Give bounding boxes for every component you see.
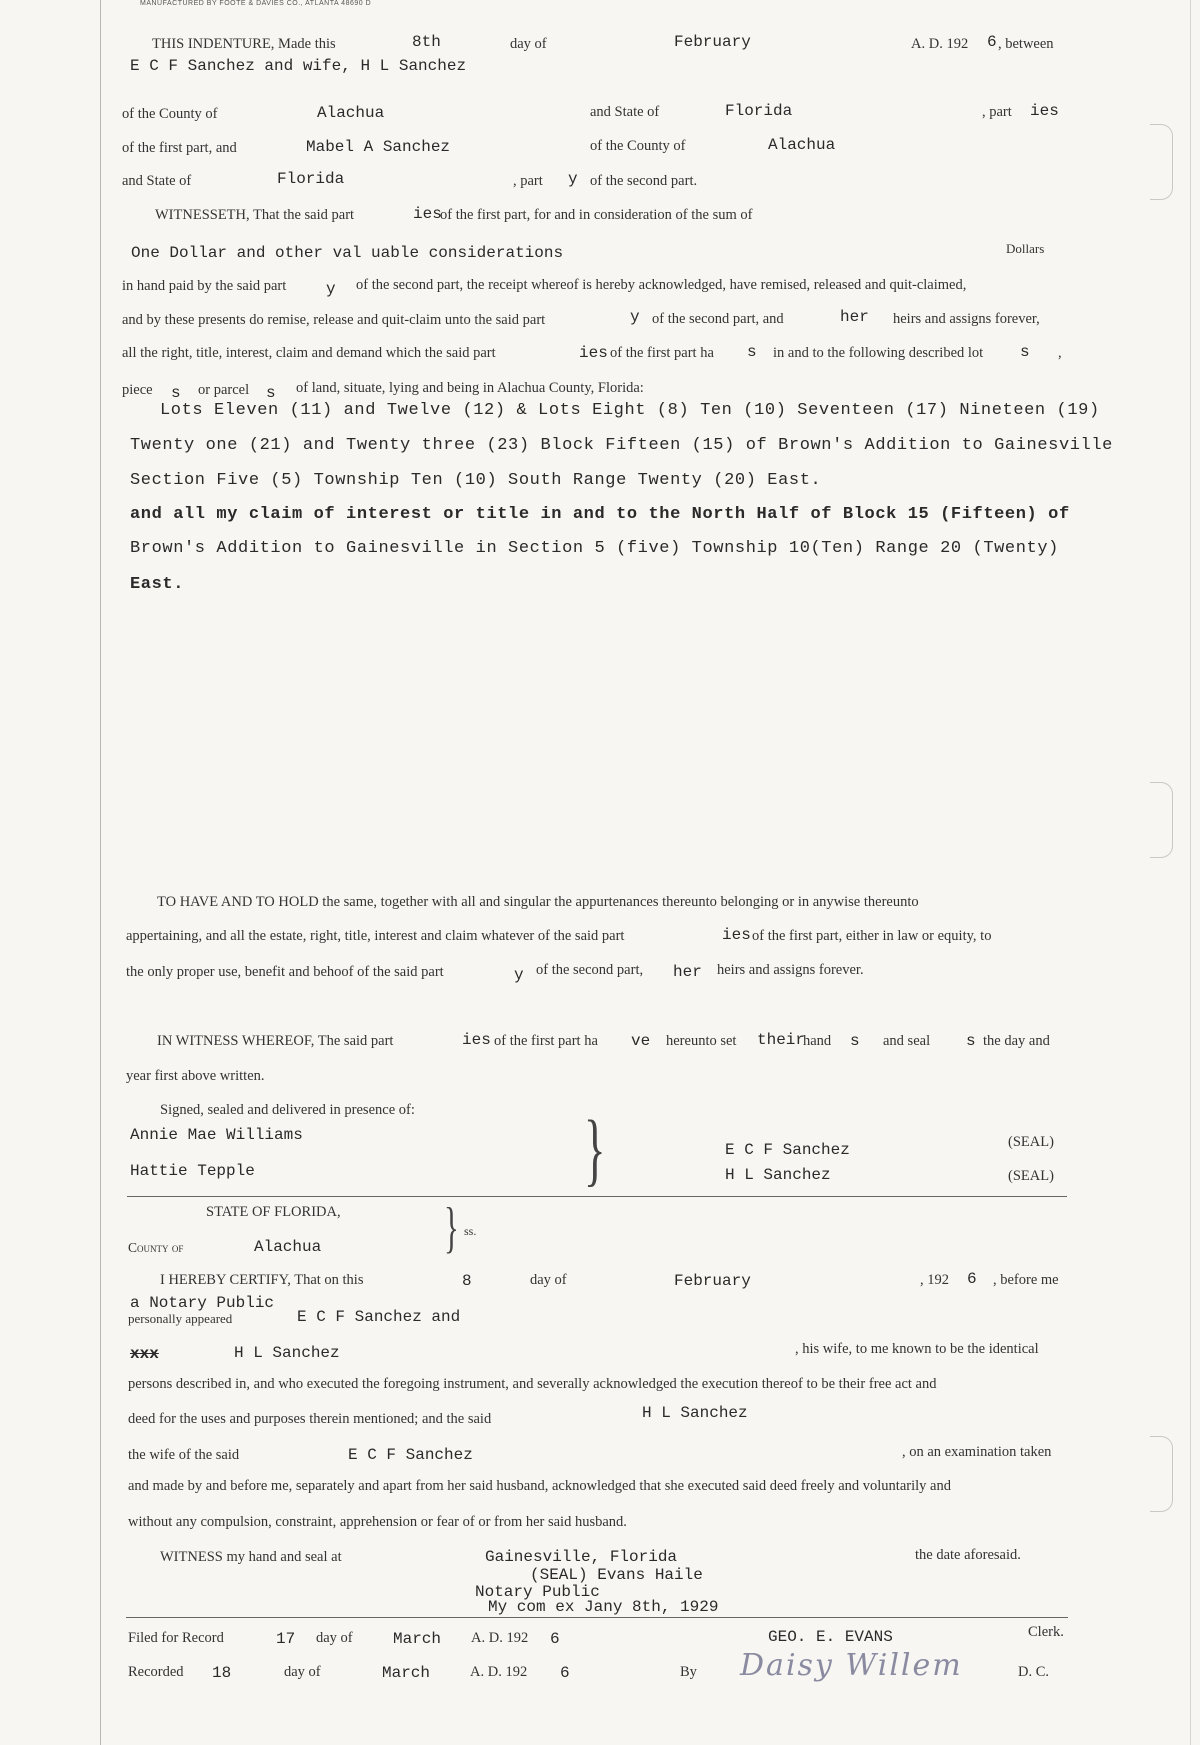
filed-day: 17 <box>276 1630 296 1648</box>
recorded-day-of: day of <box>284 1664 321 1680</box>
ack-husband-2: E C F Sanchez <box>348 1446 473 1464</box>
habendum-text-b: of the first part, either in law or equity, to <box>752 928 992 944</box>
signed-presence-label: Signed, sealed and delivered in presence of: <box>160 1102 415 1118</box>
label-part: , part <box>982 104 1012 120</box>
binder-hole-icon <box>1150 1436 1173 1512</box>
label-day-of: day of <box>510 36 547 52</box>
suffix-f: s <box>1020 343 1030 361</box>
grantor-signature-2: H L Sanchez <box>725 1166 831 1184</box>
notary-signature: (SEAL) Evans Haile <box>530 1566 703 1584</box>
filed-ad-label: A. D. 192 <box>471 1630 529 1646</box>
filed-month: March <box>393 1630 442 1648</box>
deputy-clerk-signature: Daisy Willem <box>740 1648 963 1683</box>
suffix-e: s <box>747 343 757 361</box>
comma: , <box>1058 345 1062 361</box>
label-between: , between <box>998 36 1054 52</box>
pronoun-her: her <box>840 308 869 326</box>
suffix-b: y <box>326 280 336 298</box>
ack-line: persons described in, and who executed the foregoing instrument, and severally acknowledged the execution thereof to be their free act and <box>128 1376 937 1392</box>
party-suffix-second: y <box>568 170 578 188</box>
ack-month: February <box>674 1272 751 1290</box>
clerk-label: Clerk. <box>1028 1624 1064 1640</box>
ack-his-wife-text: , his wife, to me known to be the identical <box>795 1341 1039 1357</box>
deputy-clerk-label: D. C. <box>1018 1664 1050 1680</box>
witness-suffix-c: s <box>850 1032 860 1050</box>
quitclaim-text-a: and by these presents do remise, release and quit-claim unto the said part <box>122 312 546 328</box>
habendum-text-a: appertaining, and all the estate, right, title, interest and claim whatever of the said part <box>126 928 625 944</box>
recorded-month: March <box>382 1664 431 1682</box>
witness-suffix-d: s <box>966 1032 976 1050</box>
legal-description-line: East. <box>130 575 185 594</box>
ss-label: ss. <box>464 1224 477 1238</box>
quitclaim-text-c: heirs and assigns forever, <box>893 311 1040 327</box>
filed-year-digit: 6 <box>550 1630 560 1648</box>
label-county: of the County of <box>122 106 218 122</box>
ack-wife: H L Sanchez <box>234 1344 340 1362</box>
label-county-2: of the County of <box>590 138 686 154</box>
label-piece: piece <box>122 382 153 398</box>
ack-line: deed for the uses and purposes therein mentioned; and the said <box>128 1411 492 1427</box>
witness-whereof-text-d: hand <box>803 1033 832 1049</box>
witness-whereof-text-c: hereunto set <box>666 1033 737 1049</box>
second-party-state: Florida <box>277 170 345 188</box>
label-state-2: and State of <box>122 173 192 189</box>
ack-husband: E C F Sanchez and <box>297 1308 461 1326</box>
filed-label: Filed for Record <box>128 1630 224 1646</box>
habendum-suffix-a: ies <box>722 926 751 944</box>
habendum-text-c: the only proper use, benefit and behoof of the said part <box>126 964 444 980</box>
notary-commission: My com ex Jany 8th, 1929 <box>488 1598 719 1616</box>
ack-day-of: day of <box>530 1272 567 1288</box>
legal-description-line: Lots Eleven (11) and Twelve (12) & Lots Eight (8) Ten (10) Seventeen (17) Nineteen (19) <box>160 401 1100 420</box>
witness-whereof-text-f: the day and <box>983 1033 1050 1049</box>
habendum-line: TO HAVE AND TO HOLD the same, together with all and singular the appurtenances thereunto belonging or in anywise thereunto <box>157 894 919 910</box>
clerk-name: GEO. E. EVANS <box>768 1628 893 1646</box>
label-second-part: of the second part. <box>590 173 698 189</box>
witness-suffix-b: ve <box>631 1032 651 1050</box>
witnesseth-intro: WITNESSETH, That the said part <box>155 207 355 223</box>
ack-before-me: , before me <box>993 1272 1059 1288</box>
right-title-text-a: all the right, title, interest, claim and demand which the said part <box>122 345 496 361</box>
habendum-text-e: heirs and assigns forever. <box>717 962 864 978</box>
divider-rule <box>127 1196 1067 1197</box>
manufacturer-line: MANUFACTURED BY FOOTE & DAVIES CO., ATLANTA 48690 D <box>140 0 372 7</box>
recorded-ad-label: A. D. 192 <box>470 1664 528 1680</box>
legal-description-line: Twenty one (21) and Twenty three (23) Block Fifteen (15) of Brown's Addition to Gainesville <box>130 436 1113 455</box>
label-state: and State of <box>590 104 660 120</box>
notary-title: Notary Public <box>475 1583 600 1601</box>
recorded-day: 18 <box>212 1664 232 1682</box>
second-party-county: Alachua <box>768 136 836 154</box>
label-ad: A. D. 192 <box>911 36 969 52</box>
legal-description-line: Section Five (5) Township Ten (10) South Range Twenty (20) East. <box>130 471 822 490</box>
ack-county: Alachua <box>254 1238 322 1256</box>
witness-suffix-a: ies <box>462 1031 491 1049</box>
ack-year-digit: 6 <box>967 1270 977 1288</box>
habendum-suffix-b: y <box>514 966 524 984</box>
seal-label-1: (SEAL) <box>1008 1134 1054 1150</box>
grantor-signature-1: E C F Sanchez <box>725 1141 850 1159</box>
legal-description-line: and all my claim of interest or title in and to the North Half of Block 15 (Fifteen) of <box>130 505 1070 524</box>
ack-place: Gainesville, Florida <box>485 1548 678 1566</box>
struck-word: xxx <box>130 1345 159 1363</box>
suffix-c: y <box>630 308 640 326</box>
recorded-label: Recorded <box>128 1664 184 1680</box>
receipt-text-a: in hand paid by the said part <box>122 278 287 294</box>
by-label: By <box>680 1664 697 1680</box>
land-location-text: of land, situate, lying and being in Alachua County, Florida: <box>296 380 644 396</box>
quitclaim-text-b: of the second part, and <box>652 311 784 327</box>
consideration-amount: One Dollar and other val uable considerations <box>131 244 564 262</box>
label-or-parcel: or parcel <box>198 382 250 398</box>
party-suffix-first: ies <box>1030 102 1059 120</box>
binder-hole-icon <box>1150 124 1173 200</box>
ack-line: without any compulsion, constraint, apprehension or fear of or from her said husband. <box>128 1514 627 1530</box>
suffix-d: ies <box>579 344 608 362</box>
ack-wife-2: H L Sanchez <box>642 1404 748 1422</box>
habendum-pronoun: her <box>673 963 702 981</box>
state-label: STATE OF FLORIDA, <box>206 1204 341 1220</box>
ack-year-label: , 192 <box>920 1272 949 1288</box>
ack-day: 8 <box>462 1272 472 1290</box>
first-party-state: Florida <box>725 102 793 120</box>
officer-title: a Notary Public <box>130 1294 275 1312</box>
first-party-names: E C F Sanchez and wife, H L Sanchez <box>130 57 467 75</box>
suffix-h: s <box>266 384 276 402</box>
label-first-part-and: of the first part, and <box>122 140 237 156</box>
date-aforesaid-label: the date aforesaid. <box>915 1547 1021 1563</box>
binder-hole-icon <box>1150 782 1173 858</box>
witness-signature-1: Annie Mae Williams <box>130 1126 303 1144</box>
witness-whereof-line2: year first above written. <box>126 1068 265 1084</box>
county-label: County of <box>128 1240 184 1255</box>
habendum-text-d: of the second part, <box>536 962 644 978</box>
legal-description-line: Brown's Addition to Gainesville in Section 5 (five) Township 10(Ten) Range 20 (Twenty) <box>130 539 1059 558</box>
witness-pronoun: their <box>757 1031 806 1049</box>
label-dollars: Dollars <box>1006 241 1045 256</box>
indenture-month: February <box>674 33 751 51</box>
divider-rule <box>126 1617 1068 1618</box>
seal-label-2: (SEAL) <box>1008 1168 1054 1184</box>
suffix-g: s <box>171 384 181 402</box>
right-title-text-c: in and to the following described lot <box>773 345 984 361</box>
witness-signature-2: Hattie Tepple <box>130 1162 255 1180</box>
witness-whereof-text-b: of the first part ha <box>494 1033 598 1049</box>
witnesseth-consideration-text: of the first part, for and in consideration of the sum of <box>440 207 753 223</box>
venue-brace: } <box>444 1197 459 1259</box>
certify-text: I HEREBY CERTIFY, That on this <box>160 1272 364 1288</box>
ack-line: , on an examination taken <box>902 1444 1052 1460</box>
ack-line: and made by and before me, separately and apart from her said husband, acknowledged that she executed said deed freely and voluntarily and <box>128 1478 951 1494</box>
right-edge-rule <box>1190 0 1191 1745</box>
right-title-text-b: of the first part ha <box>610 345 714 361</box>
signature-brace: } <box>583 1103 606 1194</box>
first-party-county: Alachua <box>317 104 385 122</box>
label-part-2: , part <box>513 173 543 189</box>
indenture-year-digit: 6 <box>987 33 997 51</box>
ack-line: the wife of the said <box>128 1447 240 1463</box>
appeared-label: personally appeared <box>128 1311 233 1326</box>
indenture-intro: THIS INDENTURE, Made this <box>152 36 336 52</box>
second-party-name: Mabel A Sanchez <box>306 138 451 156</box>
recorded-year-digit: 6 <box>560 1664 570 1682</box>
witness-whereof-text-e: and seal <box>883 1033 931 1049</box>
indenture-day: 8th <box>412 33 441 51</box>
witness-hand-label: WITNESS my hand and seal at <box>160 1549 342 1565</box>
witnesseth-suffix: ies <box>413 205 442 223</box>
witness-whereof-text-a: IN WITNESS WHEREOF, The said part <box>157 1033 394 1049</box>
receipt-text-b: of the second part, the receipt whereof is hereby acknowledged, have remised, released and quit-claimed, <box>356 277 967 293</box>
filed-day-of: day of <box>316 1630 353 1646</box>
left-margin-rule <box>100 0 101 1745</box>
